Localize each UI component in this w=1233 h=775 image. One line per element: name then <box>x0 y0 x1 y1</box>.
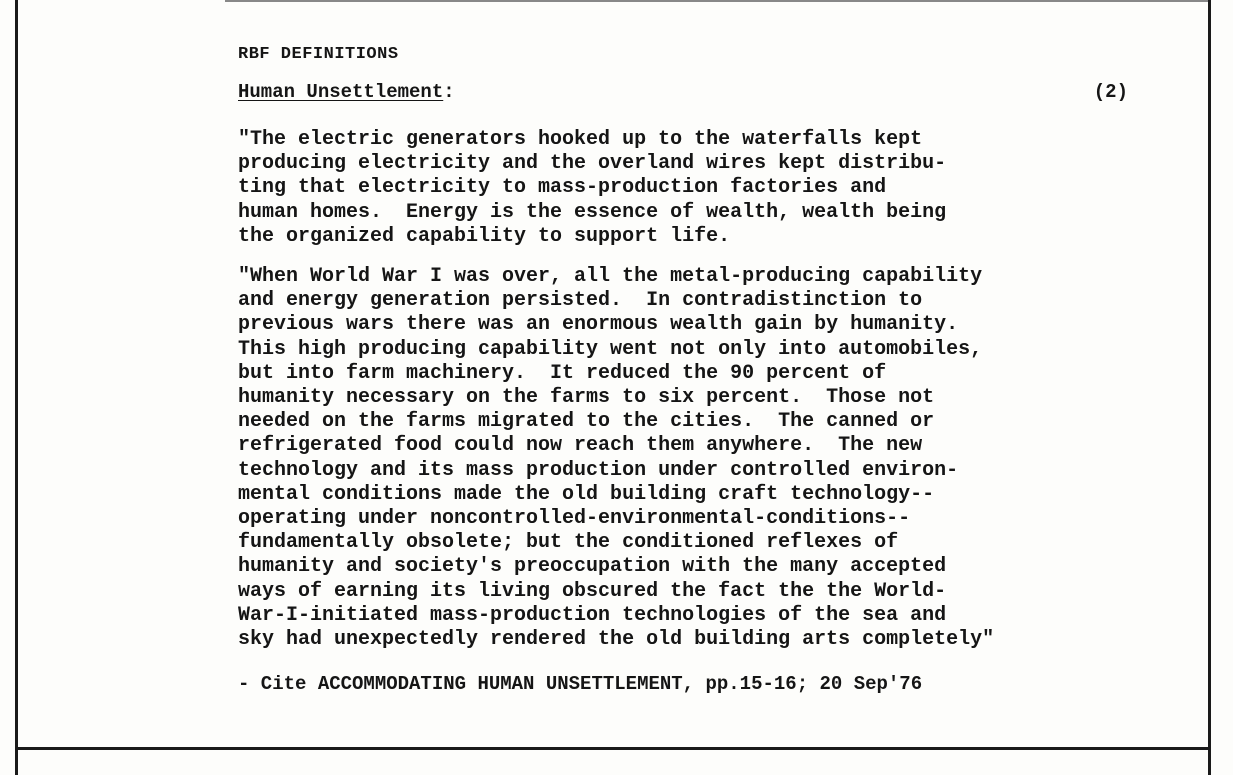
page-number: (2) <box>1093 81 1128 103</box>
quote-paragraph-1: "The electric generators hooked up to the waterfalls kept producing electricity and the overland wires kept distribu- ting that electricity to mass-production factories and human homes. Energy is the essence of wealth, wealth being the organized capability to support life. <box>238 128 947 248</box>
term-label: Human Unsettlement <box>238 81 444 103</box>
card-bottom-border <box>15 747 1211 750</box>
definition-card <box>238 44 1128 696</box>
card-top-border <box>225 0 1208 2</box>
term-colon: : <box>443 81 455 103</box>
citation: - Cite ACCOMMODATING HUMAN UNSETTLEMENT, pp.15-16; 20 Sep'76 <box>238 673 923 696</box>
card-heading: RBF DEFINITIONS <box>238 45 399 64</box>
term-title <box>238 80 455 104</box>
card-left-border <box>15 0 18 775</box>
card-right-border <box>1208 0 1211 775</box>
term-row <box>238 80 1128 104</box>
quote-paragraph-2: "When World War I was over, all the metal-producing capability and energy generation persisted. In contradistinction to previous wars there was an enormous wealth gain by humanity. This high producing capability went not only into automobiles, but into farm machinery. It reduced the 90 percent of humanity necessary on the farms to six percent. Those not needed on the farms migrated to the cities. The canned or refrigerated food could now reach them anywhere. The new technology and its mass production under controlled environ- mental conditions made the old building craft technology-- operating under noncontrolled-environmental-conditions-- fundamentally obsolete; but the conditioned reflexes of humanity and society's preoccupation with the many accepted ways of earning its living obscured the fact the the World- War-I-initiated mass-production technologies of the sea and sky had unexpectedly rendered the old building arts completely" <box>238 265 995 652</box>
